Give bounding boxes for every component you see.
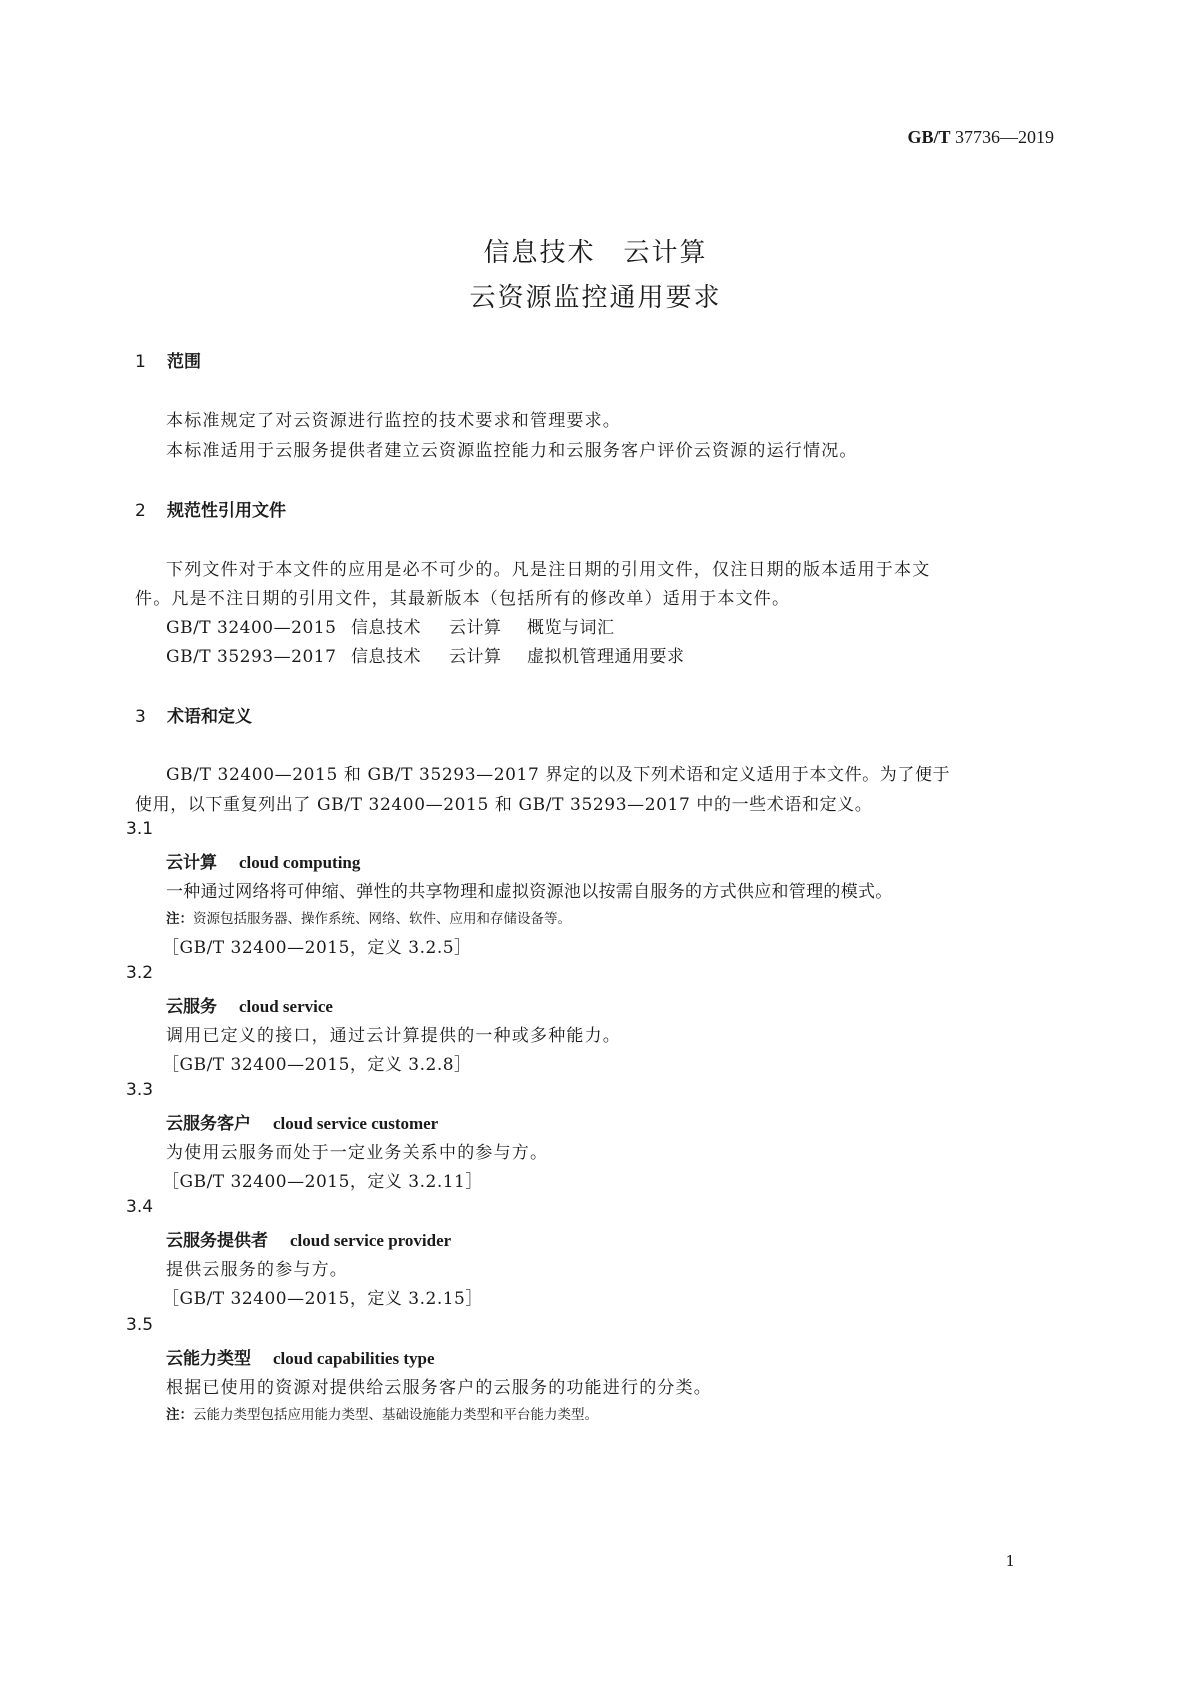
section-1-paragraph-2: 本标准适用于云服务提供者建立云资源监控能力和云服务客户评价云资源的运行情况。 — [166, 441, 858, 461]
term-zh: 云服务提供者 — [166, 1231, 268, 1251]
reference-code: GB/T 35293—2017 — [166, 647, 337, 667]
term-zh: 云服务 — [166, 997, 217, 1017]
section-title: 范围 — [167, 352, 201, 372]
standard-code — [907, 127, 1054, 148]
document-title-line2: 云资源监控通用要求 — [469, 283, 722, 313]
term-source: ［GB/T 32400—2015，定义 3.2.5］ — [162, 938, 472, 958]
term-definition: 根据已使用的资源对提供给云服务客户的云服务的功能进行的分类。 — [166, 1378, 712, 1398]
term-en: cloud computing — [239, 853, 361, 872]
term-heading — [166, 848, 360, 873]
term-en: cloud service — [239, 997, 333, 1016]
term-zh: 云计算 — [166, 853, 217, 873]
term-heading — [166, 1344, 435, 1369]
reference-part: 云计算 — [449, 618, 502, 638]
normative-reference — [166, 642, 685, 667]
section-title: 术语和定义 — [167, 707, 252, 727]
term-number: 3.3 — [126, 1080, 154, 1100]
section-2-paragraph-line1: 下列文件对于本文件的应用是必不可少的。凡是注日期的引用文件，仅注日期的版本适用于本文 — [166, 560, 931, 580]
reference-code: GB/T 32400—2015 — [166, 618, 337, 638]
term-number: 3.5 — [126, 1315, 154, 1335]
section-3-paragraph-line2: 使用，以下重复列出了 GB/T 32400—2015 和 GB/T 35293—2017 中的一些术语和定义。 — [135, 795, 873, 815]
note-text: 资源包括服务器、操作系统、网络、软件、应用和存储设备等。 — [193, 911, 571, 927]
term-note — [166, 1403, 598, 1423]
reference-part: 概览与词汇 — [527, 618, 615, 638]
term-source: ［GB/T 32400—2015，定义 3.2.11］ — [162, 1172, 483, 1192]
section-number: 1 — [135, 352, 146, 372]
standard-prefix: GB/T — [907, 127, 951, 147]
term-definition: 一种通过网络将可伸缩、弹性的共享物理和虚拟资源池以按需自服务的方式供应和管理的模式。 — [166, 882, 893, 902]
term-source: ［GB/T 32400—2015，定义 3.2.15］ — [162, 1289, 483, 1309]
standard-number: 37736—2019 — [955, 127, 1054, 147]
section-number: 3 — [135, 707, 146, 727]
term-source: ［GB/T 32400—2015，定义 3.2.8］ — [162, 1055, 472, 1075]
term-note — [166, 907, 571, 927]
note-text: 云能力类型包括应用能力类型、基础设施能力类型和平台能力类型。 — [193, 1407, 598, 1423]
term-definition: 提供云服务的参与方。 — [166, 1260, 348, 1280]
term-heading — [166, 992, 333, 1017]
reference-part: 虚拟机管理通用要求 — [527, 647, 685, 667]
term-zh: 云能力类型 — [166, 1349, 251, 1369]
section-2-paragraph-line2: 件。凡是不注日期的引用文件，其最新版本（包括所有的修改单）适用于本文件。 — [135, 589, 791, 609]
reference-part: 信息技术 — [351, 618, 421, 638]
term-en: cloud service provider — [290, 1231, 452, 1250]
term-definition: 为使用云服务而处于一定业务关系中的参与方。 — [166, 1143, 549, 1163]
reference-part: 信息技术 — [351, 647, 421, 667]
section-title: 规范性引用文件 — [167, 501, 286, 521]
note-label: 注： — [166, 1407, 193, 1423]
section-number: 2 — [135, 501, 146, 521]
reference-part: 云计算 — [449, 647, 502, 667]
term-heading — [166, 1109, 438, 1134]
section-1-heading — [135, 347, 201, 372]
term-number: 3.2 — [126, 963, 154, 983]
section-3-heading — [135, 702, 252, 727]
term-definition: 调用已定义的接口，通过云计算提供的一种或多种能力。 — [166, 1026, 621, 1046]
term-number: 3.1 — [126, 819, 154, 839]
section-3-paragraph-line1: GB/T 32400—2015 和 GB/T 35293—2017 界定的以及下列术语和定义适用于本文件。为了便于 — [166, 765, 951, 785]
term-number: 3.4 — [126, 1197, 154, 1217]
note-label: 注： — [166, 911, 193, 927]
term-zh: 云服务客户 — [166, 1114, 251, 1134]
term-en: cloud capabilities type — [273, 1349, 435, 1368]
page-number: 1 — [1005, 1552, 1015, 1570]
term-en: cloud service customer — [273, 1114, 439, 1133]
term-heading — [166, 1226, 451, 1251]
normative-reference — [166, 613, 615, 638]
section-2-heading — [135, 496, 286, 521]
section-1-paragraph-1: 本标准规定了对云资源进行监控的技术要求和管理要求。 — [166, 411, 621, 431]
document-title-line1: 信息技术 云计算 — [483, 238, 708, 268]
